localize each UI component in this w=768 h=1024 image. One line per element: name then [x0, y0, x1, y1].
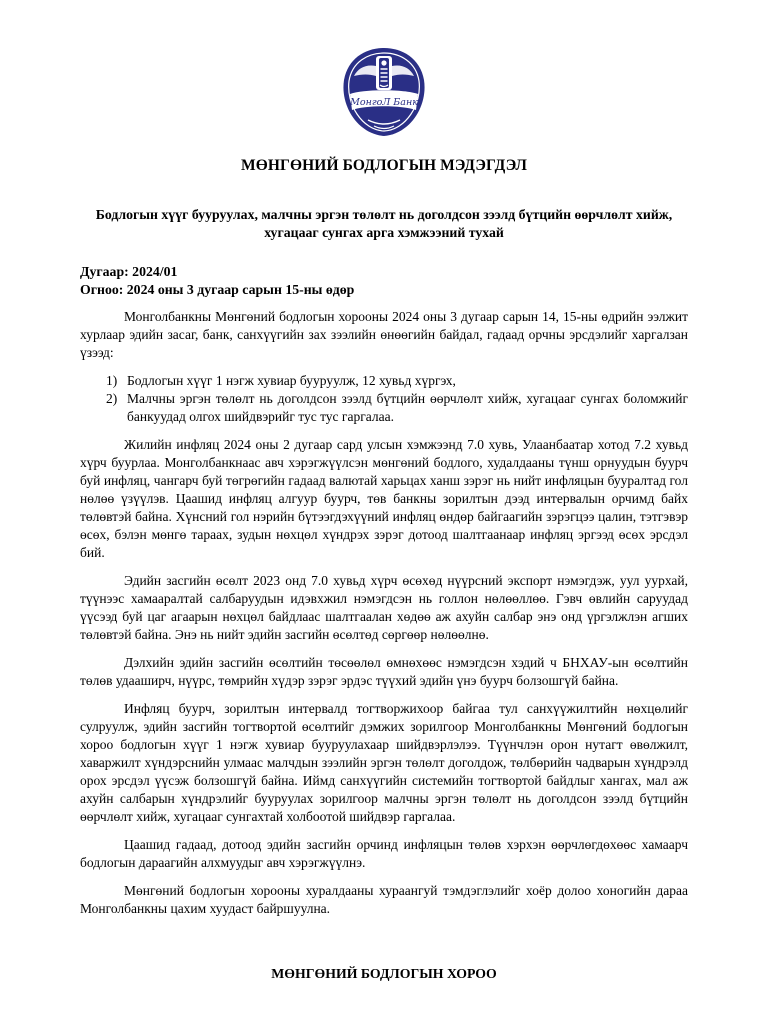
mongolbank-emblem-icon: [336, 44, 432, 140]
paragraph-inflation: Жилийн инфляц 2024 оны 2 дугаар сард улсын хэмжээнд 7.0 хувь, Улаанбаатар хотод 7.2 хувьд хүрч буурлаа. Монголбанкнаас авч хэрэгжүүлсэн мөнгөний бодлого, худалдааны түнш орнуудын буурч буй инфляц, чангарч буй төгрөгийн гадаад валютай харьцах ханш зэрэг нь нийт инфляцын бууралтад гол нөлөө үзүүлэв. Цаашид инфляц алгуур буурч, төв банкны зорилтын дээд интервалын орчимд байх төлөвтэй байна. Хүнсний гол нэрийн бүтээгдэхүүний инфляц өндөр байгаагийн зэрэгцээ цалин, тэтгэвэр өсөх, бэлэн мөнгө тараах, зудын нөхцөл хүндрэх зэрэг дотоод шалтгаанаар инфляц эргээд өсөх эрсдэл бий.: [80, 437, 688, 560]
document-date: Огноо: 2024 оны 3 дугаар сарын 15-ны өдөр: [80, 282, 355, 297]
intro-paragraph: Монголбанкны Мөнгөний бодлогын хорооны 2024 оны 3 дугаар сарын 14, 15-ны өдрийн ээлжит хурлаар эдийн засаг, банк, санхүүгийн зах зээлийн өнөөгийн байдал, гадаад орчны эрсдэлийг харгалзан үзээд:: [80, 309, 688, 360]
decision-number: 2): [106, 391, 118, 406]
decision-item: [106, 372, 688, 390]
paragraph-growth: Эдийн засгийн өсөлт 2023 онд 7.0 хувьд хүрч өсөхөд нүүрсний экспорт нэмэгдэж, уул уурхай, түүнээс хамааралтай салбаруудын идэвхжил нэмэгдсэн нь голлон нөлөөллөө. Гэвч өвлийн саруудад үүсээд буй цаг агаарын нөхцөл байдлаас шалтгаалан хөдөө аж ахуйн салбар энэ онд үргэлжлэн агших төлөвтэй байна. Энэ нь нийт эдийн засгийн өсөлтөд сөргөөр нөлөөлнө.: [80, 573, 688, 642]
document-title: МӨНГӨНИЙ БОДЛОГЫН МЭДЭГДЭЛ: [240, 157, 528, 174]
subject-line-1: Бодлогын хүүг бууруулах, малчны эргэн төлөлт нь доголдсон зээлд бүтцийн өөрчлөлт хийж,: [95, 207, 673, 222]
decision-text: Малчны эргэн төлөлт нь доголдсон зээлд бүтцийн өөрчлөлт хийж, хугацааг сунгах боломжийг банкуудад олгох шийдвэрийг тус тус гаргалаа.: [127, 391, 688, 424]
paragraph-policy-decision: Инфляц буурч, зорилтын интервалд тогтворжихоор байгаа тул санхүүжилтийн нөхцөлийг сулруулж, эдийн засгийн тогтвортой өсөлтийг дэмжих зорилгоор Монголбанкны Мөнгөний бодлогын хороо бодлогын хүүг 1 нэгж хувиар бууруулахаар шийдвэрлэлээ. Түүнчлэн орон нутагт өвөлжилт, хаваржилт хүндэрснийн улмаас малчдын зээлийн эргэн төлөлт доголдож, төлбөрийн чадварын хүндрэлд орох эрсдэл үүсэж болзошгүй байна. Иймд санхүүгийн системийн тогтвортой байдлыг хангах, мал аж ахуйн салбарын хүндрэлийг бууруулах зорилгоор малчны эргэн төлөлт нь доголдсон зээлд бүтцийн өөрчлөлт хийж, хугацааг сунгахтай холбоотой шийдвэр гаргалаа.: [80, 701, 688, 824]
committee-signature: МӨНГӨНИЙ БОДЛОГЫН ХОРОО: [271, 966, 497, 981]
decision-item: [106, 390, 688, 426]
decision-number: 1): [106, 373, 118, 388]
document-number: Дугаар: 2024/01: [80, 264, 178, 279]
paragraph-global-outlook: Дэлхийн эдийн засгийн өсөлтийн төсөөлөл өмнөхөөс нэмэгдсэн хэдий ч БНХАУ-ын өсөлтийн төлөв удааширч, нүүрс, төмрийн хүдэр зэрэг эрдэс түүхий эдийн үнэ буурч болзошгүй байна.: [80, 655, 688, 688]
subject-line-2: хугацааг сунгах арга хэмжээний тухай: [264, 225, 504, 240]
decision-list: [80, 372, 688, 426]
paragraph-next-steps: Цаашид гадаад, дотоод эдийн засгийн орчинд инфляцын төлөв хэрхэн өөрчлөгдөхөөс хамаарч бодлогын дараагийн алхмуудыг авч хэрэгжүүлнэ.: [80, 837, 688, 870]
svg-text:МонгоЛ Банк: МонгоЛ Банк: [350, 97, 418, 108]
decision-text: Бодлогын хүүг 1 нэгж хувиар бууруулж, 12 хувьд хүргэх,: [127, 373, 456, 388]
paragraph-minutes-notice: Мөнгөний бодлогын хорооны хуралдааны хураангуй тэмдэглэлийг хоёр долоо хоногийн дараа Монголбанкны цахим хуудаст байршуулна.: [80, 883, 688, 916]
document-body: [80, 308, 688, 928]
document-subject: [80, 206, 688, 242]
document-meta: [80, 263, 688, 299]
